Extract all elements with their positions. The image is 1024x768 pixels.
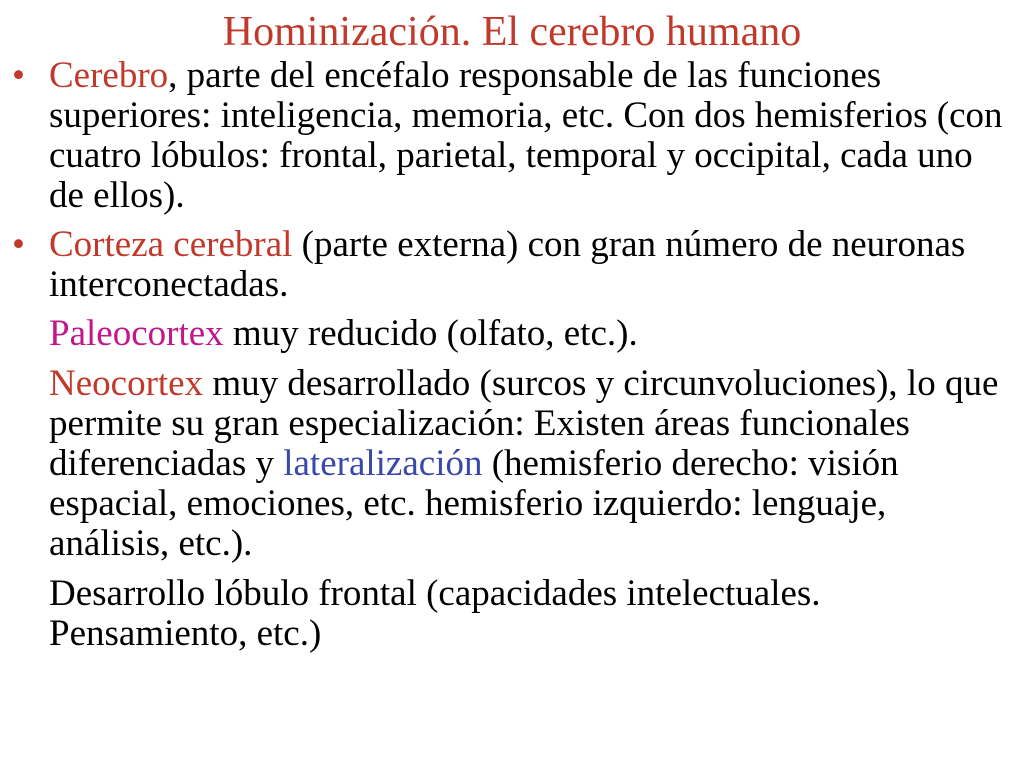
paragraph-text: muy desarrollado (surcos y circunvoluciones), lo que permite su gran especialización: Existen áreas funcionales diferenciadas y xyxy=(49,363,999,484)
paragraph-text: muy reducido (olfato, etc.). xyxy=(223,313,638,354)
paragraph-corteza xyxy=(0,225,1024,305)
bullet-icon: • xyxy=(12,55,25,96)
paragraph-cerebro xyxy=(0,56,1024,216)
slide-body xyxy=(0,56,1024,654)
paragraph-lobulo-frontal xyxy=(0,574,1024,654)
term-neocortex: Neocortex xyxy=(49,363,204,404)
paragraph-text: (parte externa) con gran número de neuronas interconectadas. xyxy=(49,224,966,305)
paragraph-text: (hemisferio derecho: visión espacial, emociones, etc. hemisferio izquierdo: lenguaje, análisis, etc.). xyxy=(49,443,899,564)
term-paleocortex: Paleocortex xyxy=(49,313,224,354)
term-cerebro: Cerebro xyxy=(49,55,169,96)
bullet-icon: • xyxy=(12,224,25,265)
paragraph-text: , parte del encéfalo responsable de las funciones superiores: inteligencia, memoria, etc. Con dos hemisferios (con cuatro lóbulos: frontal, parietal, temporal y occipital, cada uno de ellos). xyxy=(49,55,1003,216)
term-lateralizacion: lateralización xyxy=(283,443,483,484)
paragraph-text: Desarrollo lóbulo frontal (capacidades intelectuales. Pensamiento, etc.) xyxy=(49,573,821,654)
paragraph-paleocortex xyxy=(0,314,1024,354)
slide-title: Hominización. El cerebro humano xyxy=(222,9,802,55)
paragraph-neocortex xyxy=(0,364,1024,564)
term-corteza-cerebral: Corteza cerebral xyxy=(49,224,293,265)
